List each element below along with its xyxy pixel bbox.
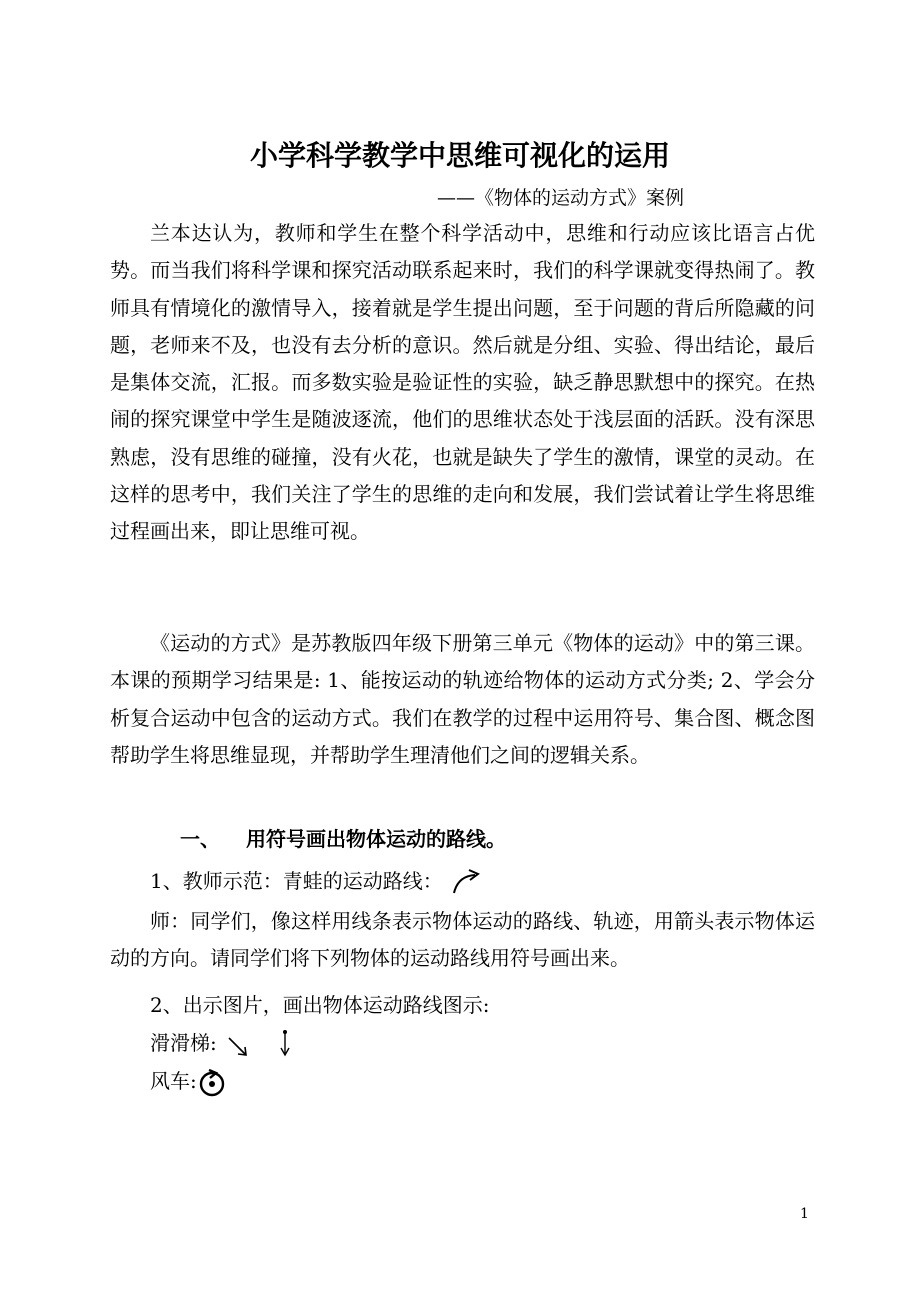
document-subtitle: ——《物体的运动方式》案例: [437, 187, 685, 209]
item-1-text: 1、教师示范：青蛙的运动路线：: [150, 869, 443, 893]
item-1: [150, 866, 483, 898]
item-2: 2、出示图片，画出物体运动路线图示:: [150, 993, 490, 1017]
slide-row: [150, 1028, 297, 1060]
windmill-row: [150, 1066, 227, 1098]
down-arrow-icon: [273, 1028, 297, 1060]
section-title: 用符号画出物体运动的路线。: [246, 827, 506, 851]
slide-label: 滑滑梯:: [150, 1031, 217, 1055]
diagonal-arrow-icon: [223, 1030, 253, 1060]
lesson-paragraph: 《运动的方式》是苏教版四年级下册第三单元《物体的运动》中的第三课。本课的预期学习结果是: 1、能按运动的轨迹给物体的运动方式分类; 2、学会分析复合运动中包含的运动方式。我们在教学的过程中运用符号、集合图、概念图帮助学生将思维显现，并帮助学生理清他们之间的逻辑关系。: [110, 631, 815, 767]
intro-paragraph: 兰本达认为，教师和学生在整个科学活动中，思维和行动应该比语言占优势。而当我们将科学课和探究活动联系起来时，我们的科学课就变得热闹了。教师具有情境化的激情导入，接着就是学生提出问题，至于问题的背后所隐藏的问题，老师来不及，也没有去分析的意识。然后就是分组、实验、得出结论，最后是集体交流，汇报。而多数实验是验证性的实验，缺乏静思默想中的探究。在热闹的探究课堂中学生是随波逐流，他们的思维状态处于浅层面的活跃。没有深思熟虑，没有思维的碰撞，没有火花，也就是缺失了学生的激情，课堂的灵动。在这样的思考中，我们关注了学生的思维的走向和发展，我们尝试着让学生将思维过程画出来，即让思维可视。: [110, 221, 815, 544]
rotation-icon: [197, 1068, 227, 1098]
teacher-paragraph: 师：同学们，像这样用线条表示物体运动的路线、轨迹，用箭头表示物体运动的方向。请同学们将下列物体的运动路线用符号画出来。: [110, 909, 815, 971]
section-number: 一、: [180, 827, 220, 851]
windmill-label: 风车:: [150, 1069, 197, 1093]
page-number: 1: [800, 1206, 809, 1222]
section-heading: [180, 824, 506, 854]
document-title: 小学科学教学中思维可视化的运用: [249, 139, 670, 172]
frog-path-icon: [449, 868, 483, 898]
